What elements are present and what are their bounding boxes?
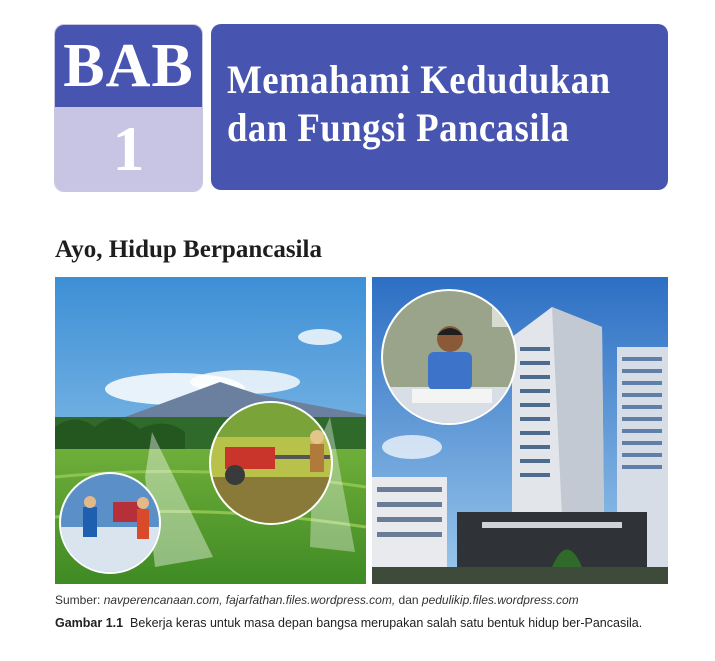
source-joiner: dan [395, 593, 422, 607]
section-heading: Ayo, Hidup Berpancasila [55, 236, 322, 263]
figure-caption [55, 614, 655, 632]
chapter-title-line-2: dan Fungsi Pancasila [227, 105, 570, 150]
chapter-number: 1 [55, 107, 202, 191]
chapter-badge [54, 24, 203, 192]
source-site-2: pedulikip.files.wordpress.com [421, 593, 579, 607]
caption-text: Bekerja keras untuk masa depan bangsa merupakan salah satu bentuk hidup ber-Pancasila. [130, 616, 643, 630]
figure-source [55, 593, 579, 607]
chapter-label: BAB [55, 25, 202, 107]
source-site-1: navperencanaan.com, fajarfathan.files.wordpress.com, [103, 593, 396, 607]
caption-label: Gambar 1.1 [55, 616, 124, 630]
rice-field-photo [55, 277, 366, 584]
chapter-title-box [211, 24, 668, 190]
chapter-title-line-1: Memahami Kedudukan [227, 57, 611, 102]
source-prefix: Sumber: [55, 593, 104, 607]
office-building-photo [372, 277, 668, 584]
